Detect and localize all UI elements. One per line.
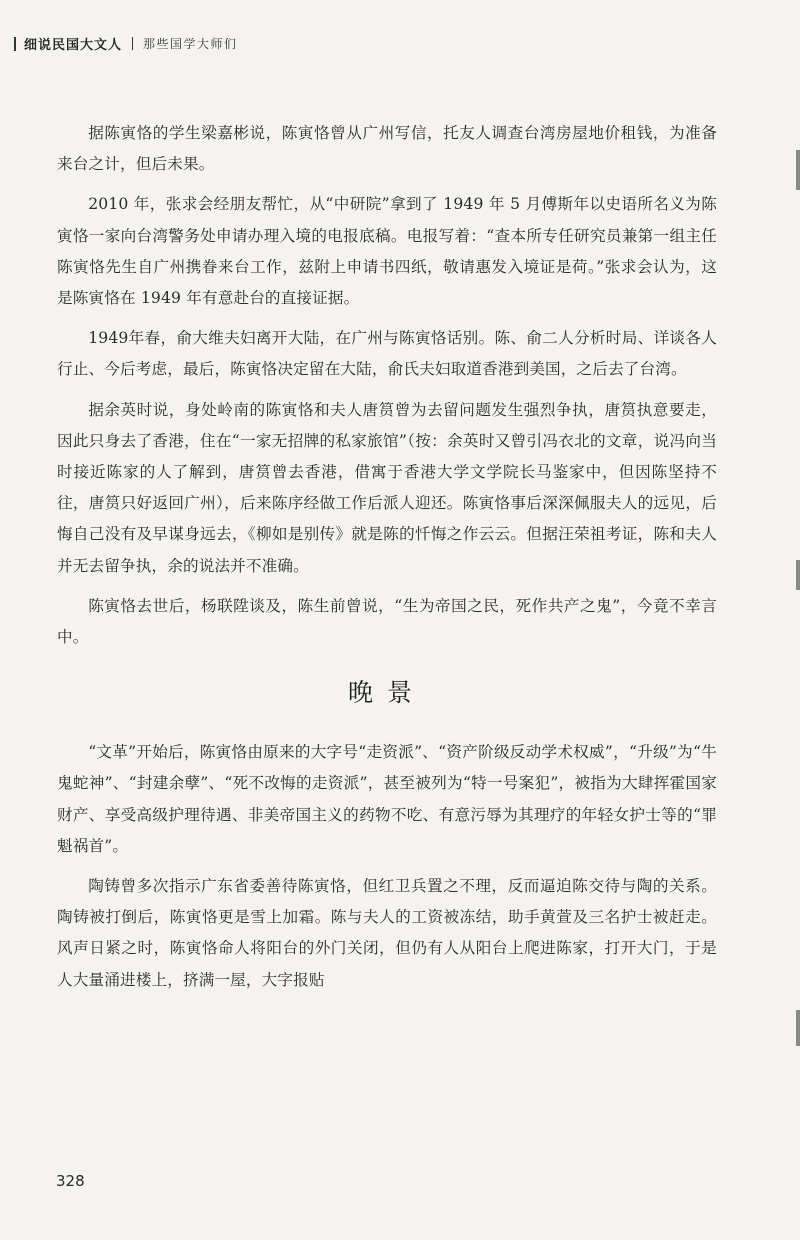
header-left-bar (14, 37, 16, 51)
page-edge-mark (796, 560, 800, 590)
paragraph: 1949年春，俞大维夫妇离开大陆，在广州与陈寅恪话别。陈、俞二人分析时局、详谈各人行止、今后考虑，最后，陈寅恪决定留在大陆，俞氏夫妇取道香港到美国，之后去了台湾。 (57, 329, 717, 379)
page-edge-mark (796, 150, 800, 190)
paragraph: 陈寅恪去世后，杨联陞谈及，陈生前曾说，“生为帝国之民，死作共产之鬼”，今竟不幸言中。 (57, 596, 717, 647)
section-title: 晚景 (347, 678, 426, 708)
paragraph: 2010 年，张求会经朋友帮忙，从“中研院”拿到了 1949 年 5 月傅斯年以史语所名义为陈寅恪一家向台湾警务处申请办理入境的电报底稿。电报写着：“查本所专任研究员兼第一组主任陈寅恪先生自广州携眷来台工作，兹附上申请书四纸，敬请惠发入境证是荷。”张求会认为，这是陈寅恪在 1949 年有意赴台的直接证据。 (57, 195, 717, 308)
book-subtitle: 那些国学大师们 (143, 37, 238, 51)
page-number: 328 (56, 1172, 85, 1190)
running-header (14, 34, 238, 53)
page-edge-mark (796, 1010, 800, 1046)
paragraph: 据余英时说，身处岭南的陈寅恪和夫人唐筼曾为去留问题发生强烈争执，唐筼执意要走，因此只身去了香港，住在“一家无招牌的私家旅馆”（按：余英时又曾引冯衣北的文章，说冯向当时接近陈家的人了解到，唐筼曾去香港，借寓于香港大学文学院长马鉴家中，但因陈坚持不往，唐筼只好返回广州），后来陈序经做工作后派人迎还。陈寅恪事后深深佩服夫人的远见，后悔自己没有及早谋身远去，《柳如是别传》就是陈的忏悔之作云云。但据汪荣祖考证，陈和夫人并无去留争执，余的说法并不准确。 (57, 400, 717, 575)
paragraph: “文革”开始后，陈寅恪由原来的大字号“走资派”、“资产阶级反动学术权威”，“升级”为“牛鬼蛇神”、“封建余孽”、“死不改悔的走资派”，甚至被列为“特一号案犯”，被指为大肆挥霍国家财产、享受高级护理待遇、非美帝国主义的药物不吃、有意污辱为其理疗的年轻女护士等的“罪魁祸首”。 (57, 743, 717, 855)
series-title: 细说民国大文人 (24, 38, 123, 53)
paragraph: 据陈寅恪的学生梁嘉彬说，陈寅恪曾从广州写信，托友人调查台湾房屋地价租钱，为准备来台之计，但后未果。 (57, 124, 717, 174)
paragraph: 陶铸曾多次指示广东省委善待陈寅恪，但红卫兵置之不理，反而逼迫陈交待与陶的关系。陶铸被打倒后，陈寅恪更是雪上加霜。陈与夫人的工资被冻结，助手黄萱及三名护士被赶走。风声日紧之时，陈寅恪命人将阳台的外门关闭，但仍有人从阳台上爬进陈家，打开大门，于是人大量涌进楼上，挤满一屋，大字报贴 (57, 877, 717, 989)
body-text (57, 118, 717, 1005)
header-separator (132, 37, 133, 50)
